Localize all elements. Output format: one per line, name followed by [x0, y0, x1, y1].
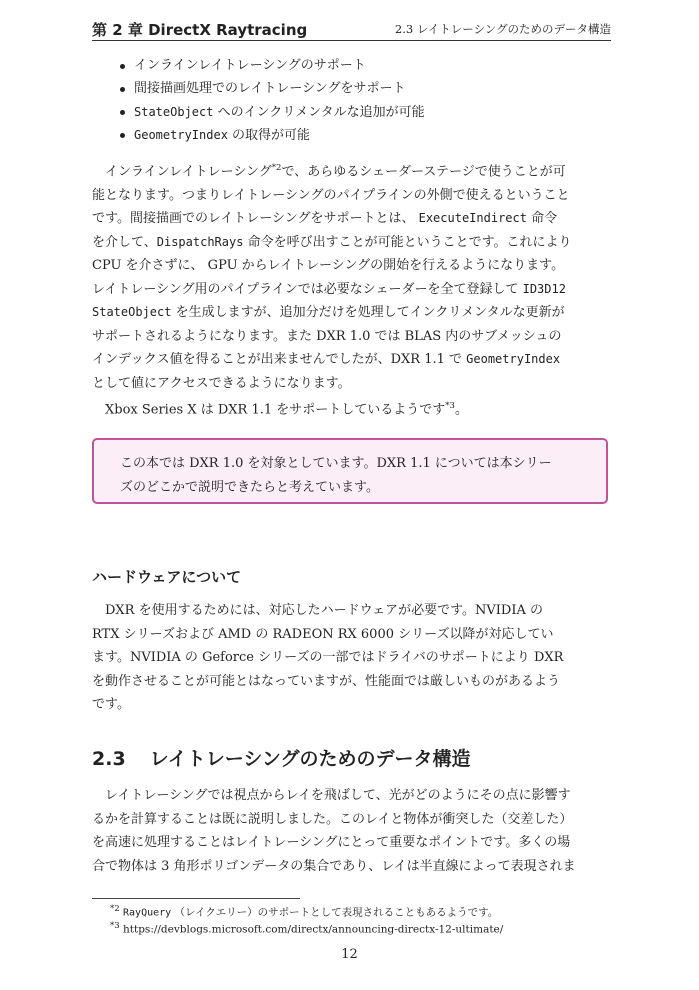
note-box [92, 438, 608, 504]
note-text: ズのどこかで説明できたらと考えています。 [120, 480, 379, 495]
list-item: StateObject へのインクリメンタルな追加が可能 [118, 103, 425, 126]
list-item: インラインレイトレーシングのサポート [118, 57, 425, 80]
body-paragraph: インラインレイトレーシング$^{*2}$で、あらゆるシェーダーステージで使うことが可 能となります。つまりレイトレーシングのパイプラインの外側で使えるということ です。間接描画でのレイトレーシングをサポートとは、 ExecuteIndirect 命令 を介して、DispatchRays 命令を呼び出すことが可能ということです。これにより CPU を介さずに、 GPU からレイトレーシングの開始を行えるようになります。 レイトレーシング用のパイプラインでは必要なシェーダーを全て登録して ID3D12 StateObject を生成しますが、追加分だけを処理してインクリメンタルな更新が サポートされるようになります。また DXR 1.0 では BLAS 内のサブメッシュの インデックス値を得ることが出来ませんでしたが、DXR 1.1 で GeometryIndex として値にアクセスできるようになります。 Xbox Series X は DXR 1.1 をサポートしているようです$^{*3}$。 [92, 163, 572, 418]
chapter-title: 第 2 章 DirectX Raytracing [92, 21, 308, 39]
subsection-heading: ハードウェアについて [92, 568, 242, 586]
body-paragraph: レイトレーシングでは視点からレイを飛ばして、光がどのようにその点に影響す るかを計算することは既に説明しました。このレイと物体が衝突した（交差した） を高速に処理することはレイトレーシングにとって重要なポイントです。多くの場 合で物体は 3 角形ポリゴンデータの集合であり、レイは半直線によって表現されま [92, 788, 576, 874]
footnote: $^{*2}$ RayQuery （レイクエリー）のサポートとして表現されることもあるようです。 [110, 904, 499, 919]
section-number: 2.3 [92, 748, 126, 770]
note-text: この本では DXR 1.0 を対象としています。DXR 1.1 については本シリー [120, 456, 552, 471]
list-item: 間接描画処理でのレイトレーシングをサポート [118, 80, 425, 103]
page-number: 12 [341, 947, 358, 962]
feature-list [118, 57, 425, 149]
footnote-link[interactable]: https://devblogs.microsoft.com/directx/announcing-directx-12-ultimate/ [119, 923, 504, 936]
body-paragraph: DXR を使用するためには、対応したハードウェアが必要です。NVIDIA の RTX シリーズおよび AMD の RADEON RX 6000 シリーズ以降が対応してい ます。NVIDIA の Geforce シリーズの一部ではドライバのサポートにより DXR を動作させることが可能とはなっていますが、性能面では厳しいものがあるよう です。 [92, 603, 564, 712]
section-heading [92, 744, 471, 771]
list-item: GeometryIndex の取得が可能 [118, 126, 425, 149]
footnote: $^{*3}$ https://devblogs.microsoft.com/directx/announcing-directx-12-ultimate/ [110, 921, 504, 936]
footnote-divider [92, 898, 300, 899]
running-header [92, 18, 611, 41]
section-title: 2.3 レイトレーシングのためのデータ構造 [394, 22, 611, 36]
section-heading-text: レイトレーシングのためのデータ構造 [149, 748, 471, 770]
